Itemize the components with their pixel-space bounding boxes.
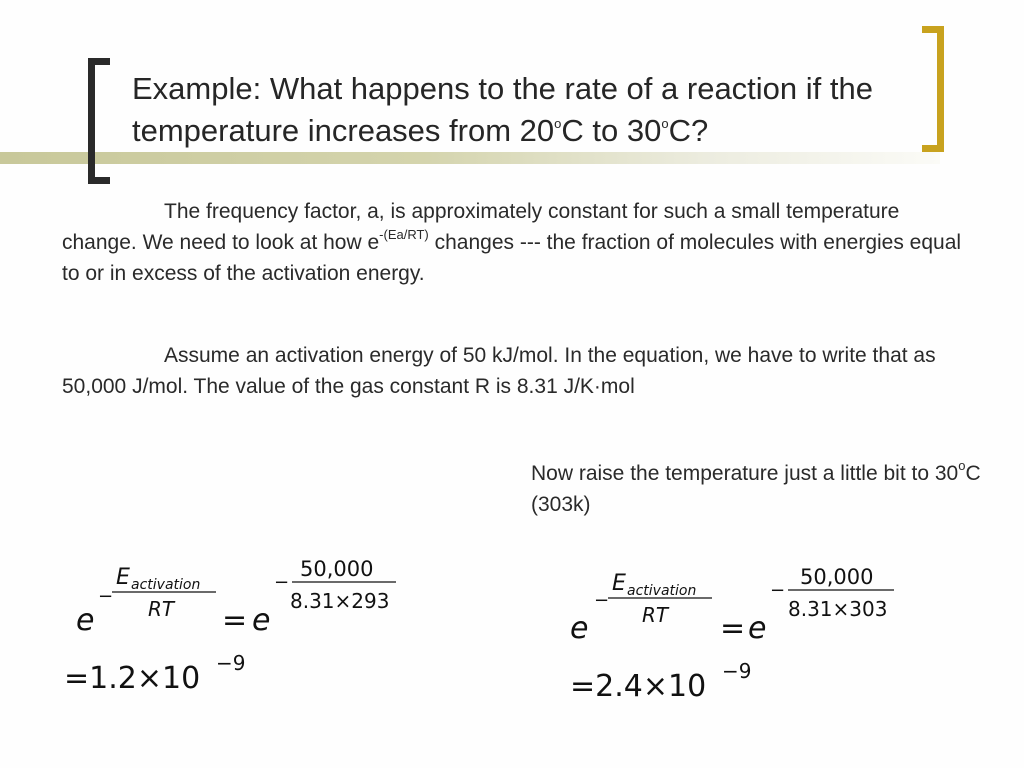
eq2-result-exponent: −9: [722, 659, 752, 683]
title-degree-1: o: [554, 115, 562, 131]
eq1-exp-numerator-sub: activation: [131, 577, 201, 593]
eq1-result: =1.2×10: [64, 661, 201, 696]
equation-293k: [60, 548, 440, 708]
eq2-result: =2.4×10: [570, 669, 707, 704]
eq2-rhs-base-e: e: [748, 611, 767, 646]
title-text-2: C to 30: [561, 113, 662, 148]
paragraph2-text-2: mol: [600, 375, 635, 398]
eq1-result-exponent: −9: [216, 651, 246, 675]
title-text-3: C?: [668, 113, 709, 148]
eq2-exp-minus: −: [594, 590, 610, 611]
note-text-1: Now raise the temperature just a little bit to 30: [531, 462, 959, 485]
paragraph-activation-energy: [62, 340, 962, 402]
eq1-equals: =: [222, 603, 248, 638]
eq1-base-e: e: [76, 603, 95, 638]
eq1-exp-denominator: RT: [148, 597, 175, 621]
right-bracket-decoration: [922, 26, 944, 152]
eq2-equals: =: [720, 611, 746, 646]
eq2-base-e: e: [570, 611, 589, 646]
eq1-rhs-numerator: 50,000: [300, 557, 374, 581]
left-bracket-decoration: [88, 58, 110, 184]
eq2-rhs-minus: −: [770, 580, 786, 601]
eq1-rhs-minus: −: [274, 572, 290, 593]
paragraph-frequency-factor: [62, 196, 962, 289]
eq2-rhs-denominator: 8.31×303: [788, 597, 888, 621]
note-text-2: C (303k): [531, 462, 981, 516]
title-degree-2: o: [661, 115, 669, 131]
equation-303k: [560, 556, 950, 716]
eq1-rhs-denominator: 8.31×293: [290, 589, 390, 613]
eq2-exp-denominator: RT: [642, 603, 669, 627]
temperature-note: [531, 458, 1001, 520]
eq1-exp-minus: −: [98, 586, 114, 607]
note-degree: o: [958, 458, 966, 473]
title-underline-bar: [0, 152, 940, 164]
eq1-exp-numerator: E: [116, 565, 130, 590]
slide-title: [132, 68, 922, 152]
paragraph1-text-1: The frequency factor, a, is approximately constant for such a small temperature change. We need to look at how e: [62, 200, 900, 254]
title-text-1: Example: What happens to the rate of a reaction if the temperature increases from 20: [132, 71, 873, 148]
paragraph2-dot: ·: [593, 375, 601, 398]
eq2-exp-numerator: E: [612, 571, 626, 596]
eq2-rhs-numerator: 50,000: [800, 565, 874, 589]
eq2-exp-numerator-sub: activation: [627, 583, 697, 599]
paragraph2-text-1: Assume an activation energy of 50 kJ/mol. In the equation, we have to write that as 50,000 J/mol. The value of the gas constant R is 8.31 J/K: [62, 344, 936, 398]
eq1-rhs-base-e: e: [252, 603, 271, 638]
paragraph1-text-2: changes --- the fraction of molecules with energies equal to or in excess of the activation energy.: [62, 231, 962, 285]
paragraph1-exponent: -(Ea/RT): [379, 227, 429, 242]
